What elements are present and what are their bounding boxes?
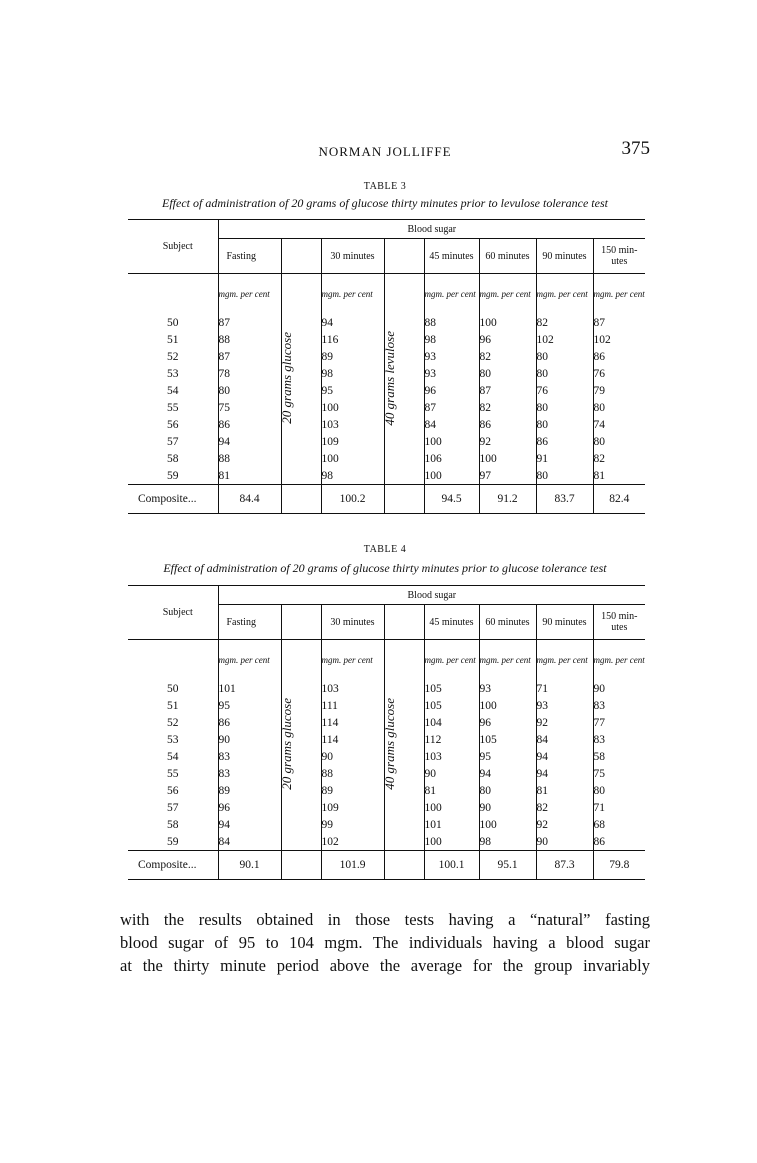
table4 — [128, 585, 645, 880]
value-cell: 76 — [593, 365, 645, 382]
value-cell: 100 — [321, 450, 384, 467]
value-cell: 87 — [424, 399, 479, 416]
value-cell: 101 — [218, 680, 281, 697]
value-cell: 75 — [218, 399, 281, 416]
value-cell: 68 — [593, 816, 645, 833]
body-paragraph — [120, 908, 650, 977]
value-cell: 83 — [593, 731, 645, 748]
value-cell: 101 — [424, 816, 479, 833]
composite-value: 90.1 — [218, 851, 281, 880]
unit-label: mgm. per cent — [593, 274, 645, 315]
value-cell: 80 — [536, 467, 593, 485]
value-cell: 71 — [536, 680, 593, 697]
value-cell: 80 — [536, 365, 593, 382]
unit-label: mgm. per cent — [321, 640, 384, 681]
composite-value: 87.3 — [536, 851, 593, 880]
value-cell: 111 — [321, 697, 384, 714]
value-cell: 77 — [593, 714, 645, 731]
value-cell: 100 — [321, 399, 384, 416]
value-cell: 87 — [218, 314, 281, 331]
subject-id: 52 — [167, 716, 179, 729]
value-cell: 92 — [536, 714, 593, 731]
value-cell: 94 — [218, 433, 281, 450]
table3-label: TABLE 3 — [363, 181, 407, 192]
dose-label-glucose: 20 grams glucose — [278, 698, 294, 790]
unit-label: mgm. per cent — [479, 274, 536, 315]
value-cell: 100 — [479, 314, 536, 331]
composite-value: 100.2 — [321, 485, 384, 514]
value-cell: 84 — [218, 833, 281, 851]
value-cell: 86 — [593, 833, 645, 851]
value-cell: 103 — [321, 680, 384, 697]
column-header: 150 min-utes — [593, 239, 645, 274]
value-cell: 96 — [218, 799, 281, 816]
subject-id: 54 — [167, 750, 179, 763]
value-cell: 100 — [479, 816, 536, 833]
value-cell: 82 — [479, 399, 536, 416]
value-cell: 71 — [593, 799, 645, 816]
value-cell: 82 — [536, 799, 593, 816]
table4-caption: Effect of administration of 20 grams of glucose thirty minutes prior to glucose tolerance test — [163, 561, 607, 575]
value-cell: 96 — [479, 714, 536, 731]
value-cell: 75 — [593, 765, 645, 782]
value-cell: 95 — [218, 697, 281, 714]
value-cell: 95 — [479, 748, 536, 765]
value-cell: 102 — [593, 331, 645, 348]
composite-value: 94.5 — [424, 485, 479, 514]
value-cell: 80 — [536, 399, 593, 416]
unit-label: mgm. per cent — [424, 274, 479, 315]
value-cell: 88 — [424, 314, 479, 331]
value-cell: 100 — [424, 433, 479, 450]
value-cell: 76 — [536, 382, 593, 399]
value-cell: 84 — [424, 416, 479, 433]
value-cell: 81 — [218, 467, 281, 485]
value-cell: 87 — [593, 314, 645, 331]
value-cell: 80 — [593, 433, 645, 450]
value-cell: 74 — [593, 416, 645, 433]
subject-id: 50 — [167, 682, 179, 695]
value-cell: 100 — [479, 450, 536, 467]
value-cell: 93 — [424, 365, 479, 382]
value-cell: 82 — [479, 348, 536, 365]
value-cell: 90 — [321, 748, 384, 765]
subject-id: 51 — [167, 333, 179, 346]
column-header: 45 minutes — [424, 239, 479, 274]
unit-label: mgm. per cent — [321, 274, 384, 315]
value-cell: 88 — [321, 765, 384, 782]
value-cell: 92 — [536, 816, 593, 833]
value-cell: 104 — [424, 714, 479, 731]
composite-value: 91.2 — [479, 485, 536, 514]
composite-value: 82.4 — [593, 485, 645, 514]
value-cell: 114 — [321, 731, 384, 748]
value-cell: 98 — [424, 331, 479, 348]
value-cell: 79 — [593, 382, 645, 399]
composite-value: 95.1 — [479, 851, 536, 880]
subject-id: 58 — [167, 452, 179, 465]
dose-label-second: 40 grams glucose — [381, 698, 397, 790]
column-header: Fasting — [218, 239, 281, 274]
value-cell: 90 — [424, 765, 479, 782]
unit-label: mgm. per cent — [218, 640, 281, 681]
subject-id: 52 — [167, 350, 179, 363]
value-cell: 109 — [321, 799, 384, 816]
composite-value: 83.7 — [536, 485, 593, 514]
value-cell: 90 — [479, 799, 536, 816]
value-cell: 100 — [424, 833, 479, 851]
subject-id: 54 — [167, 384, 179, 397]
value-cell: 80 — [593, 399, 645, 416]
value-cell: 98 — [479, 833, 536, 851]
value-cell: 83 — [218, 765, 281, 782]
composite-value: 79.8 — [593, 851, 645, 880]
value-cell: 106 — [424, 450, 479, 467]
unit-label: mgm. per cent — [536, 640, 593, 681]
composite-value: 101.9 — [321, 851, 384, 880]
unit-label: mgm. per cent — [479, 640, 536, 681]
value-cell: 89 — [321, 782, 384, 799]
subject-id: 59 — [167, 469, 179, 482]
column-header: 60 minutes — [479, 239, 536, 274]
value-cell: 80 — [479, 365, 536, 382]
subject-id: 58 — [167, 818, 179, 831]
running-title: NORMAN JOLLIFFE — [318, 144, 452, 159]
value-cell: 90 — [536, 833, 593, 851]
value-cell: 83 — [218, 748, 281, 765]
value-cell: 93 — [479, 680, 536, 697]
subject-id: 50 — [167, 316, 179, 329]
value-cell: 100 — [424, 799, 479, 816]
value-cell: 100 — [424, 467, 479, 485]
value-cell: 81 — [593, 467, 645, 485]
value-cell: 80 — [593, 782, 645, 799]
composite-label: Composite... — [128, 851, 218, 880]
column-header: 90 minutes — [536, 239, 593, 274]
unit-label: mgm. per cent — [593, 640, 645, 681]
subject-id: 56 — [167, 784, 179, 797]
value-cell: 78 — [218, 365, 281, 382]
table4-label: TABLE 4 — [363, 544, 407, 555]
value-cell: 80 — [218, 382, 281, 399]
value-cell: 88 — [218, 450, 281, 467]
value-cell: 90 — [218, 731, 281, 748]
value-cell: 98 — [321, 365, 384, 382]
table3 — [128, 219, 645, 514]
subject-id: 57 — [167, 801, 179, 814]
value-cell: 109 — [321, 433, 384, 450]
subject-id: 51 — [167, 699, 179, 712]
value-cell: 97 — [479, 467, 536, 485]
value-cell: 116 — [321, 331, 384, 348]
value-cell: 81 — [424, 782, 479, 799]
column-header: 60 minutes — [479, 605, 536, 640]
value-cell: 86 — [536, 433, 593, 450]
column-header: 30 minutes — [321, 239, 384, 274]
value-cell: 99 — [321, 816, 384, 833]
value-cell: 102 — [536, 331, 593, 348]
value-cell: 96 — [424, 382, 479, 399]
subject-id: 55 — [167, 401, 179, 414]
value-cell: 105 — [479, 731, 536, 748]
subject-header: Subject — [128, 586, 218, 640]
subject-id: 56 — [167, 418, 179, 431]
value-cell: 94 — [218, 816, 281, 833]
value-cell: 87 — [479, 382, 536, 399]
subject-id: 57 — [167, 435, 179, 448]
value-cell: 94 — [536, 748, 593, 765]
composite-label: Composite... — [128, 485, 218, 514]
value-cell: 58 — [593, 748, 645, 765]
value-cell: 86 — [218, 416, 281, 433]
value-cell: 91 — [536, 450, 593, 467]
subject-header: Subject — [128, 220, 218, 274]
page-number: 375 — [621, 138, 650, 159]
blood-sugar-header: Blood sugar — [218, 586, 645, 605]
value-cell: 93 — [536, 697, 593, 714]
value-cell: 102 — [321, 833, 384, 851]
value-cell: 103 — [424, 748, 479, 765]
value-cell: 89 — [218, 782, 281, 799]
value-cell: 92 — [479, 433, 536, 450]
value-cell: 89 — [321, 348, 384, 365]
column-header: Fasting — [218, 605, 281, 640]
value-cell: 83 — [593, 697, 645, 714]
value-cell: 86 — [479, 416, 536, 433]
body-line: with the results obtained in those tests having a “natural” fasting — [120, 910, 650, 929]
dose-label-glucose: 20 grams glucose — [278, 332, 294, 424]
unit-label: mgm. per cent — [536, 274, 593, 315]
value-cell: 114 — [321, 714, 384, 731]
value-cell: 94 — [479, 765, 536, 782]
value-cell: 94 — [536, 765, 593, 782]
value-cell: 82 — [536, 314, 593, 331]
table3-caption: Effect of administration of 20 grams of glucose thirty minutes prior to levulose tolerance test — [162, 196, 608, 210]
value-cell: 94 — [321, 314, 384, 331]
subject-id: 53 — [167, 733, 179, 746]
value-cell: 90 — [593, 680, 645, 697]
value-cell: 87 — [218, 348, 281, 365]
body-line: at the thirty minute period above the average for the group invariably — [120, 956, 650, 975]
unit-label: mgm. per cent — [424, 640, 479, 681]
value-cell: 80 — [479, 782, 536, 799]
value-cell: 96 — [479, 331, 536, 348]
column-header: 45 minutes — [424, 605, 479, 640]
composite-row — [128, 485, 645, 514]
value-cell: 112 — [424, 731, 479, 748]
composite-value: 84.4 — [218, 485, 281, 514]
value-cell: 95 — [321, 382, 384, 399]
subject-id: 59 — [167, 835, 179, 848]
value-cell: 93 — [424, 348, 479, 365]
value-cell: 80 — [536, 416, 593, 433]
column-header: 150 min-utes — [593, 605, 645, 640]
value-cell: 86 — [593, 348, 645, 365]
value-cell: 80 — [536, 348, 593, 365]
value-cell: 84 — [536, 731, 593, 748]
page-header — [120, 138, 650, 166]
value-cell: 81 — [536, 782, 593, 799]
composite-value: 100.1 — [424, 851, 479, 880]
column-header: 90 minutes — [536, 605, 593, 640]
value-cell: 103 — [321, 416, 384, 433]
subject-id: 53 — [167, 367, 179, 380]
unit-label: mgm. per cent — [218, 274, 281, 315]
value-cell: 98 — [321, 467, 384, 485]
value-cell: 105 — [424, 680, 479, 697]
composite-row — [128, 851, 645, 880]
subject-id: 55 — [167, 767, 179, 780]
value-cell: 100 — [479, 697, 536, 714]
value-cell: 82 — [593, 450, 645, 467]
dose-label-second: 40 grams levulose — [381, 330, 397, 426]
value-cell: 105 — [424, 697, 479, 714]
blood-sugar-header: Blood sugar — [218, 220, 645, 239]
value-cell: 86 — [218, 714, 281, 731]
value-cell: 88 — [218, 331, 281, 348]
body-line: blood sugar of 95 to 104 mgm. The individuals having a blood sugar — [120, 933, 650, 952]
column-header: 30 minutes — [321, 605, 384, 640]
